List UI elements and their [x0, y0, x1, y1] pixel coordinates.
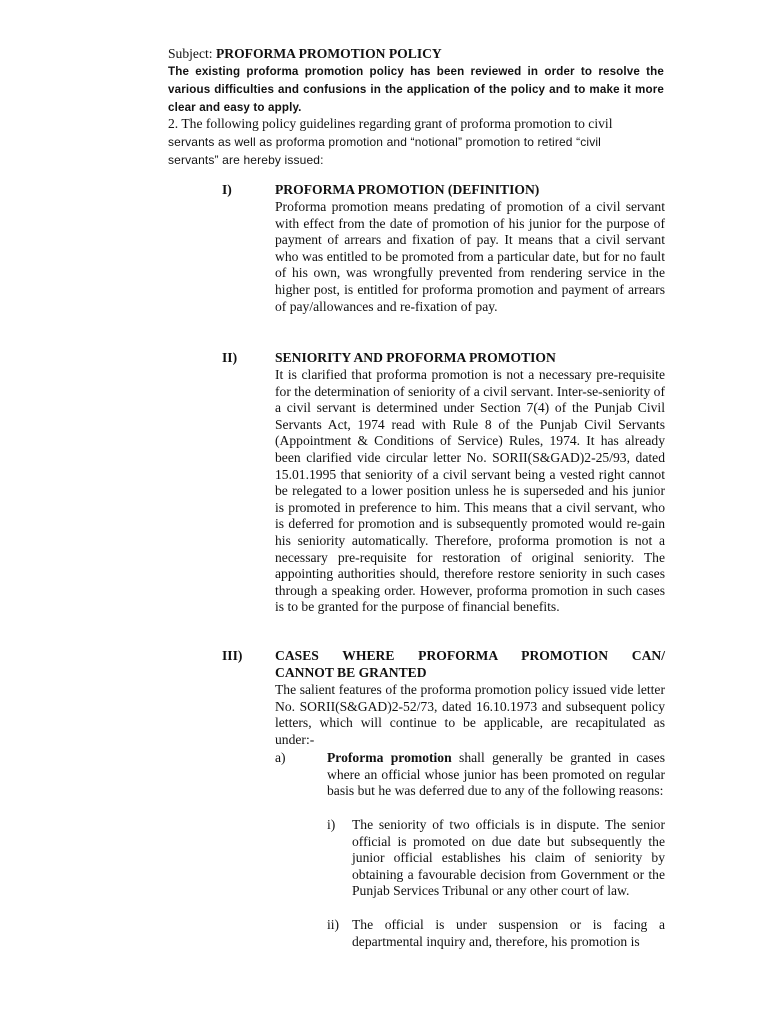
paragraph-2-line-3: servants” are hereby issued: [168, 152, 324, 167]
paragraph-2-line-2: servants as well as proforma promotion and “notional” promotion to retired “civil [168, 134, 601, 149]
item-a-text: shall generally be granted in cases where an official whose junior has been promoted on regular basis but he was deferred due to any of the following reasons: [327, 750, 665, 799]
item-a-lead: Proforma promotion [327, 750, 452, 765]
item-a-marker: a) [275, 750, 286, 765]
sub-item-i-body: The seniority of two officials is in dispute. The senior official is promoted on due date but subsequently the junior official establishes his claim of seniority by obtaining a favourable decision from Government or the Punjab Services Tribunal or any other court of law. [352, 817, 665, 899]
paragraph-2 [168, 116, 664, 169]
subject-line [168, 46, 668, 63]
sub-item-ii-body: The official is under suspension or is facing a departmental inquiry and, therefore, his promotion is [352, 917, 665, 949]
item-a-body [327, 750, 665, 800]
section-3-body: The salient features of the proforma promotion policy issued vide letter No. SORII(S&GAD)2-52/73, dated 16.10.1973 and subsequent policy letters, which will continue to be applicable, are recapitulated as under:- [275, 682, 665, 747]
intro-paragraph: The existing proforma promotion policy has been reviewed in order to resolve the various difficulties and confusions in the application of the policy and to make it more clear and easy to apply. [168, 65, 664, 114]
section-1-body: Proforma promotion means predating of promotion of a civil servant with effect from the date of promotion of his junior for the purpose of payment of arrears and fixation of pay. It means that a civil servant who was entitled to be promoted from a particular date, but for no fault of his own, was wrongfully prevented from rendering service in the higher post, is entitled for proforma promotion and payment of arrears of pay/allowances and re-fixation of pay. [275, 199, 665, 314]
paragraph-2-line-1: 2. The following policy guidelines regarding grant of proforma promotion to civil [168, 116, 613, 131]
sub-item-ii-marker: ii) [327, 917, 340, 932]
sub-item-i-marker: i) [327, 817, 336, 832]
section-2-heading: SENIORITY AND PROFORMA PROMOTION [275, 350, 556, 365]
section-3-numeral: III) [222, 648, 243, 663]
section-1-heading: PROFORMA PROMOTION (DEFINITION) [275, 182, 540, 197]
subject-prefix: Subject: [168, 46, 216, 61]
section-3-heading-line-2: CANNOT BE GRANTED [275, 665, 427, 680]
section-2-body: It is clarified that proforma promotion is not a necessary pre-requisite for the determination of seniority of a civil servant. Inter-se-seniority of a civil servant is determined under Section 7(4) of the Punjab Civil Servants Act, 1974 read with Rule 8 of the Punjab Civil Servants (Appointment & Conditions of Service) Rules, 1974. It has already been clarified vide circular letter No. SORII(S&GAD)2-25/93, dated 15.01.1995 that seniority of a civil servant being a vested right cannot be relegated to a lower position unless he is superseded and his junior is promoted in preference to him. This means that a civil servant, who is deferred for promotion and is subsequently promoted would re-gain his seniority automatically. Therefore, proforma promotion is not a necessary pre-requisite for restoration of original seniority. The appointing authorities should, therefore restore seniority in such cases through a speaking order. However, proforma promotion in such cases is to be granted for the purpose of financial benefits. [275, 367, 665, 615]
section-3-heading-line-1: CASES WHERE PROFORMA PROMOTION CAN/ [275, 648, 665, 663]
section-1-numeral: I) [222, 182, 232, 197]
subject-title: PROFORMA PROMOTION POLICY [215, 46, 442, 61]
section-2-numeral: II) [222, 350, 238, 365]
